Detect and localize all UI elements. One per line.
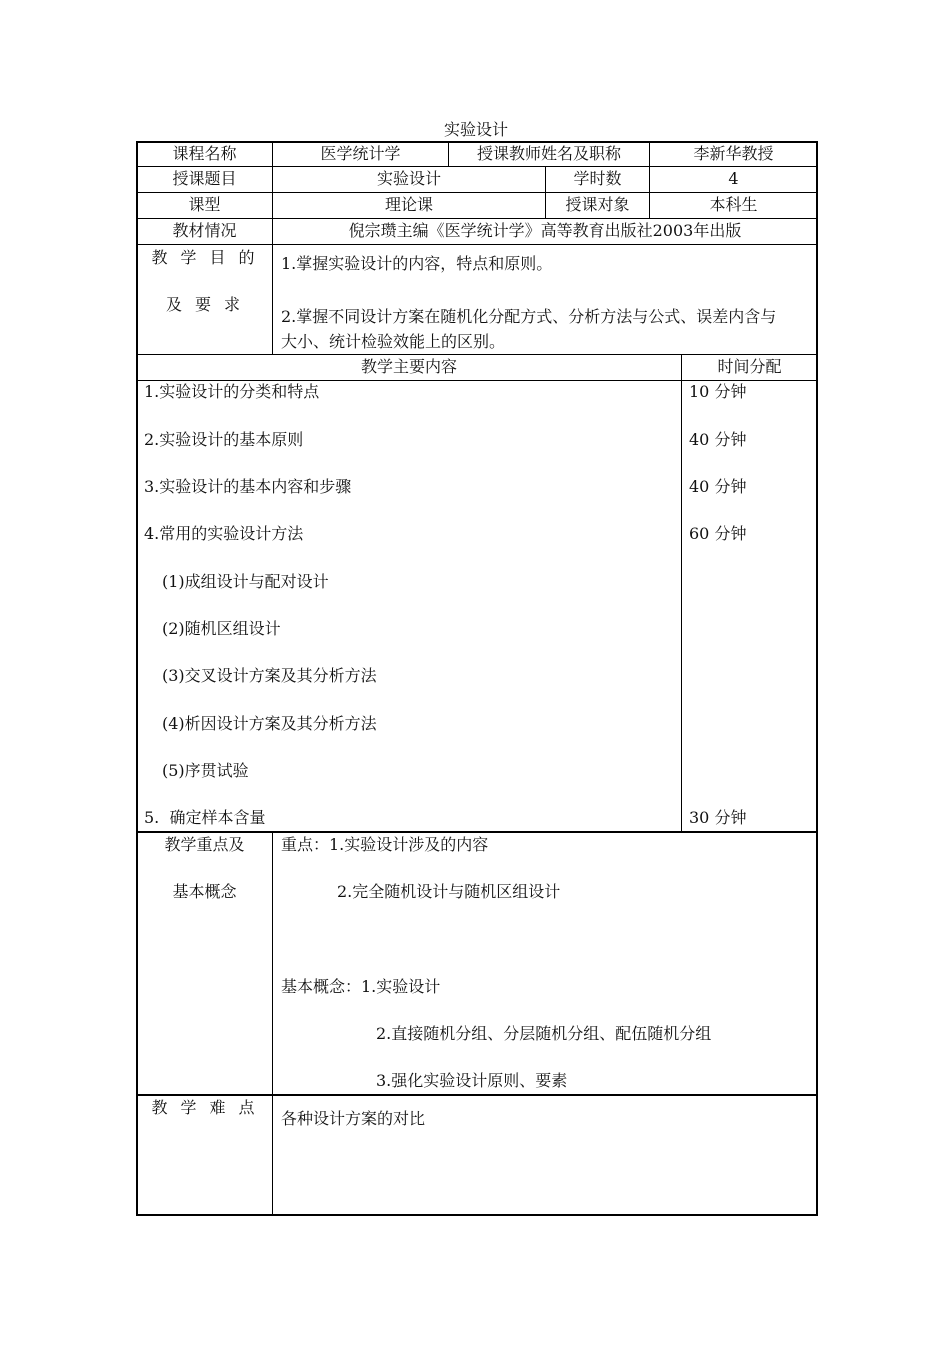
audience-label: 授课对象 [565,195,630,214]
hours-label: 学时数 [573,169,622,188]
main-content-header: 教学主要内容 [360,357,457,376]
content-item-time: 30 分钟 [689,808,747,827]
focus-line-2: 2.完全随机设计与随机区组设计 [337,882,561,901]
column-divider [272,831,273,1216]
concept-line-1: 基本概念：1.实验设计 [281,977,441,996]
textbook-value: 倪宗瓒主编《医学统计学》高等教育出版社2003年出版 [348,221,742,240]
content-subitem: (5)序贯试验 [162,761,249,780]
content-item-time: 40 分钟 [689,477,747,496]
content-subitem: (1)成组设计与配对设计 [162,572,329,591]
course-name-label: 课程名称 [172,144,237,163]
content-subitem: (4)析因设计方案及其分析方法 [162,714,377,733]
row-divider [136,244,818,245]
content-item: 3.实验设计的基本内容和步骤 [144,477,352,496]
content-item: 5. 确定样本含量 [144,808,266,827]
time-allocation-header: 时间分配 [717,357,782,376]
course-type-value: 理论课 [384,195,433,214]
concept-line-2: 2.直接随机分组、分层随机分组、配伍随机分组 [376,1024,712,1043]
topic-value: 实验设计 [376,169,441,188]
difficulty-label: 教学难点 [151,1098,268,1117]
content-item: 1.实验设计的分类和特点 [144,382,320,401]
course-name-value: 医学统计学 [320,144,401,163]
audience-value: 本科生 [709,195,758,214]
topic-label: 授课题目 [172,169,237,188]
content-item-time: 40 分钟 [689,430,747,449]
content-subitem: (3)交叉设计方案及其分析方法 [162,666,377,685]
teacher-value: 李新华教授 [693,144,774,163]
objective-item-2-line1: 2.掌握不同设计方案在随机化分配方式、分析方法与公式、误差内含与 [281,307,777,326]
hours-value: 4 [728,169,739,188]
content-item-time: 60 分钟 [689,524,747,543]
objective-item-1: 1.掌握实验设计的内容，特点和原则。 [281,254,553,273]
objective-item-2-line2: 大小、统计检验效能上的区别。 [281,332,506,351]
content-item: 2.实验设计的基本原则 [144,430,304,449]
difficulty-value: 各种设计方案的对比 [281,1109,426,1128]
key-points-label-line1: 教学重点及 [164,835,245,854]
content-item-time: 10 分钟 [689,382,747,401]
concept-line-3: 3.强化实验设计原则、要素 [376,1071,568,1090]
content-subitem: (2)随机区组设计 [162,619,281,638]
key-points-label-line2: 基本概念 [172,882,237,901]
teacher-label: 授课教师姓名及职称 [476,144,621,163]
content-item: 4.常用的实验设计方法 [144,524,304,543]
focus-line-1: 重点：1.实验设计涉及的内容 [281,835,489,854]
column-divider [681,354,682,831]
textbook-label: 教材情况 [172,221,237,240]
course-type-label: 课型 [188,195,221,214]
objectives-label-line2: 及要求 [165,295,253,314]
objectives-label-line1: 教学目的 [151,248,268,267]
page-title: 实验设计 [443,120,508,139]
